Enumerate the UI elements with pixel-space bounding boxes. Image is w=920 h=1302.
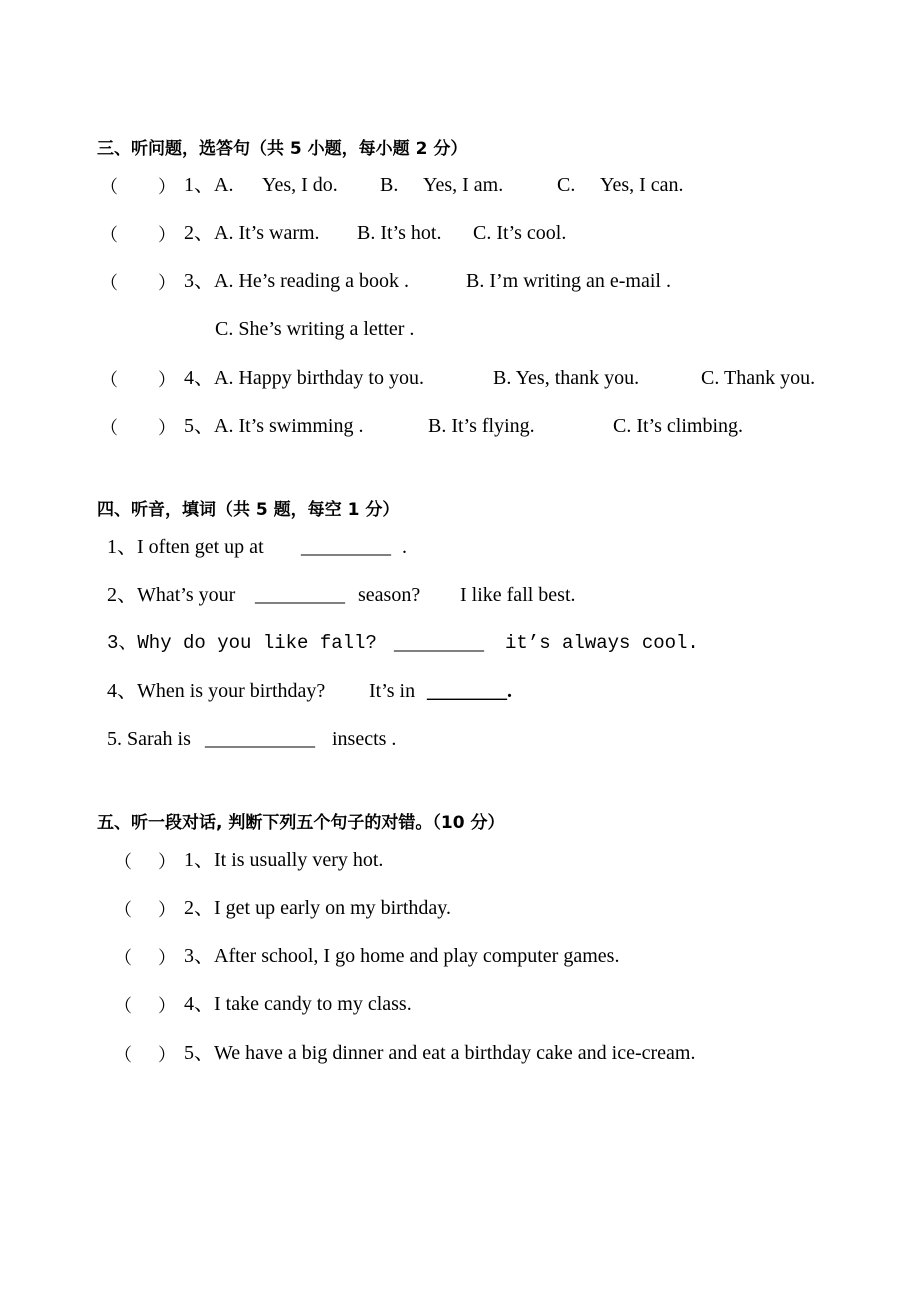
section4-item-1 [0, 535, 920, 561]
answer-paren-close: ） [158, 852, 176, 873]
answer-paren-open: （ [114, 948, 132, 969]
statement-text: 5、We have a big dinner and eat a birthday cake and ice-cream. [184, 1042, 696, 1064]
answer-paren-close: ） [158, 177, 176, 198]
question-text: insects . [332, 728, 397, 750]
question-text: 2、What’s your [107, 584, 236, 606]
answer-paren-open: （ [100, 370, 118, 391]
answer-paren-close: ） [158, 996, 176, 1017]
answer-paren-close: ） [158, 273, 176, 294]
answer-paren-open: （ [100, 225, 118, 246]
answer-paren-open: （ [100, 418, 118, 439]
option-a: 4、A. Happy birthday to you. [184, 367, 424, 389]
answer-blank[interactable]: ___________ [205, 728, 315, 750]
answer-paren-close: ） [158, 948, 176, 969]
option-b: B. Yes, thank you. [493, 367, 640, 389]
section4-item-4 [0, 679, 920, 705]
section5-item-5 [0, 1041, 920, 1067]
question-text: 4、When is your birthday? [107, 680, 326, 702]
option-c: C. It’s climbing. [613, 415, 743, 437]
answer-paren-open: （ [114, 996, 132, 1017]
section5-item-1 [0, 848, 920, 874]
option-b: Yes, I am. [423, 174, 504, 196]
question-text: season? [358, 584, 421, 606]
option-a: 5、A. It’s swimming . [184, 415, 364, 437]
option-b: B. I’m writing an e-mail . [466, 270, 671, 292]
section3-item-5 [0, 414, 920, 440]
answer-blank[interactable]: _________ [301, 536, 391, 558]
option-a: 3、A. He’s reading a book . [184, 270, 409, 292]
section5-item-2 [0, 896, 920, 922]
answer-paren-close: ） [158, 1045, 176, 1066]
section4-heading: 四、听音，填词（共 5 题，每空 1 分） [97, 500, 400, 520]
option-c: C. She’s writing a letter . [215, 318, 415, 340]
question-text: . [402, 536, 407, 558]
section3-item-1 [0, 173, 920, 199]
answer-paren-close: ） [158, 418, 176, 439]
statement-text: 1、It is usually very hot. [184, 849, 384, 871]
question-text: I like fall best. [460, 584, 576, 606]
answer-blank[interactable]: _________ [394, 632, 484, 654]
question-text: it’s always cool. [505, 632, 699, 654]
question-text: 3、Why do you like fall? [107, 632, 377, 654]
section4-item-5 [0, 727, 920, 753]
section4-item-3 [0, 631, 920, 657]
statement-text: 3、After school, I go home and play computer games. [184, 945, 620, 967]
option-c-label: C. [557, 174, 576, 196]
answer-paren-open: （ [114, 1045, 132, 1066]
answer-paren-close: ） [158, 370, 176, 391]
option-a: Yes, I do. [262, 174, 338, 196]
item-number: 1、A. [184, 174, 234, 196]
question-text: 5. Sarah is [107, 728, 191, 750]
section3-item-3 [0, 269, 920, 295]
answer-paren-close: ） [158, 900, 176, 921]
option-b-label: B. [380, 174, 399, 196]
section3-heading: 三、听问题，选答句（共 5 小题，每小题 2 分） [97, 139, 468, 159]
statement-text: 4、I take candy to my class. [184, 993, 412, 1015]
section3-item-4 [0, 366, 920, 392]
option-c: C. It’s cool. [473, 222, 567, 244]
answer-paren-close: ） [158, 225, 176, 246]
answer-paren-open: （ [114, 900, 132, 921]
section3-item-2 [0, 221, 920, 247]
option-c: C. Thank you. [701, 367, 816, 389]
section4-item-2 [0, 583, 920, 609]
section5-heading: 五、听一段对话, 判断下列五个句子的对错。（10 分） [97, 813, 505, 833]
option-b: B. It’s flying. [428, 415, 535, 437]
option-a: 2、A. It’s warm. [184, 222, 320, 244]
section5-item-3 [0, 944, 920, 970]
statement-text: 2、I get up early on my birthday. [184, 897, 451, 919]
answer-blank[interactable]: ________. [427, 680, 512, 702]
question-text: It’s in [369, 680, 416, 702]
answer-paren-open: （ [100, 177, 118, 198]
section5-item-4 [0, 992, 920, 1018]
answer-blank[interactable]: _________ [255, 584, 345, 606]
answer-paren-open: （ [100, 273, 118, 294]
option-b: B. It’s hot. [357, 222, 442, 244]
answer-paren-open: （ [114, 852, 132, 873]
option-c: Yes, I can. [600, 174, 684, 196]
question-text: 1、I often get up at [107, 536, 264, 558]
